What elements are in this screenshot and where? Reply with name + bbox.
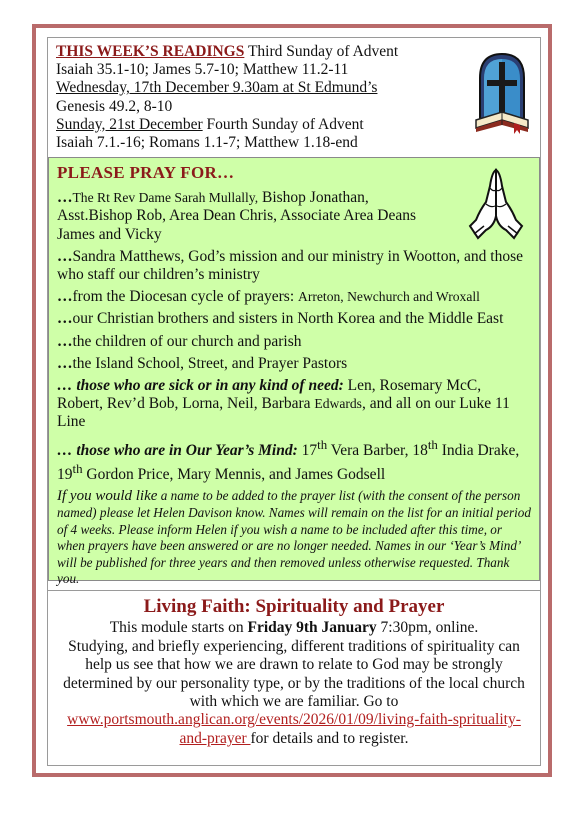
prayer-title: PLEASE PRAY FOR…	[57, 163, 235, 182]
living-faith-section	[60, 598, 528, 748]
readings-section	[48, 38, 540, 156]
prayer-item: …from the Diocesan cycle of prayers: Arreton, Newchurch and Wroxall	[57, 288, 480, 306]
section-divider	[48, 590, 540, 591]
readings-heading: THIS WEEK’S READINGS	[56, 43, 245, 60]
prayer-item: …the children of our church and parish	[57, 332, 302, 350]
readings-heading-line: THIS WEEK’S READINGS Third Sunday of Advent	[56, 43, 399, 60]
readings-line: Isaiah 7.1.-16; Romans 1.1-7; Matthew 1.18-end	[56, 134, 358, 152]
living-faith-title: Living Faith: Spirituality and Prayer	[143, 596, 445, 617]
prayer-item: …The Rt Rev Dame Sarah Mullally, Bishop Jonathan, Asst.Bishop Rob, Area Dean Chris, Associate Area Deans James and Vicky	[57, 189, 417, 243]
prayer-item-sick: … those who are sick or in any kind of need: Len, Rosemary McC, Robert, Rev’d Bob, Lorna, Neil, Barbara Edwards, and all on our Luke 11 Line	[57, 377, 510, 431]
prayer-item: …the Island School, Street, and Prayer Pastors	[57, 354, 348, 372]
prayer-item-years-mind: … those who are in Our Year’s Mind: 17th Vera Barber, 18th India Drake, 19th Gordon Price, Mary Mennis, and James Godsell	[57, 436, 520, 484]
praying-hands-icon	[466, 166, 526, 240]
readings-line: Isaiah 35.1-10; James 5.7-10; Matthew 11.2-11	[56, 61, 349, 79]
readings-midweek-service: Wednesday, 17th December 9.30am at St Edmund’s	[56, 79, 378, 97]
readings-next-sunday: Sunday, 21st December Fourth Sunday of Advent	[56, 115, 364, 133]
church-window-bible-icon	[474, 50, 530, 134]
prayer-item: …our Christian brothers and sisters in North Korea and the Middle East	[57, 310, 504, 328]
living-faith-body: This module starts on Friday 9th January 7:30pm, online. Studying, and briefly experiencing, different traditions of spirituality can help us see that how we are drawn to relate to God may be strongly determined by our personality type, or by the traditions of the local church with which we are familiar. Go to www.portsmouth.anglican.org/events/2026/01/09/living-faith-sprituality-and-prayer for details and to register.	[63, 619, 525, 747]
readings-line: Genesis 49.2, 8-10	[56, 97, 173, 115]
prayer-item: …Sandra Matthews, God’s mission and our ministry in Wootton, and those who staff our children’s ministry	[57, 247, 524, 284]
living-faith-link[interactable]: www.portsmouth.anglican.org/events/2026/01/09/living-faith-sprituality-and-prayer	[67, 711, 521, 747]
prayer-list-note: If you would like a name to be added to the prayer list (with the consent of the person named) please let Helen Davison know. Names will remain on the list for an initial period of 4 weeks. Please inform Helen if you wish a name to be included after this time, or when prayers have been answered or are no longer needed. Names in our ‘Year’s Mind’ will be published for three years and then removed unless otherwise requested. Thank you.	[57, 488, 531, 587]
